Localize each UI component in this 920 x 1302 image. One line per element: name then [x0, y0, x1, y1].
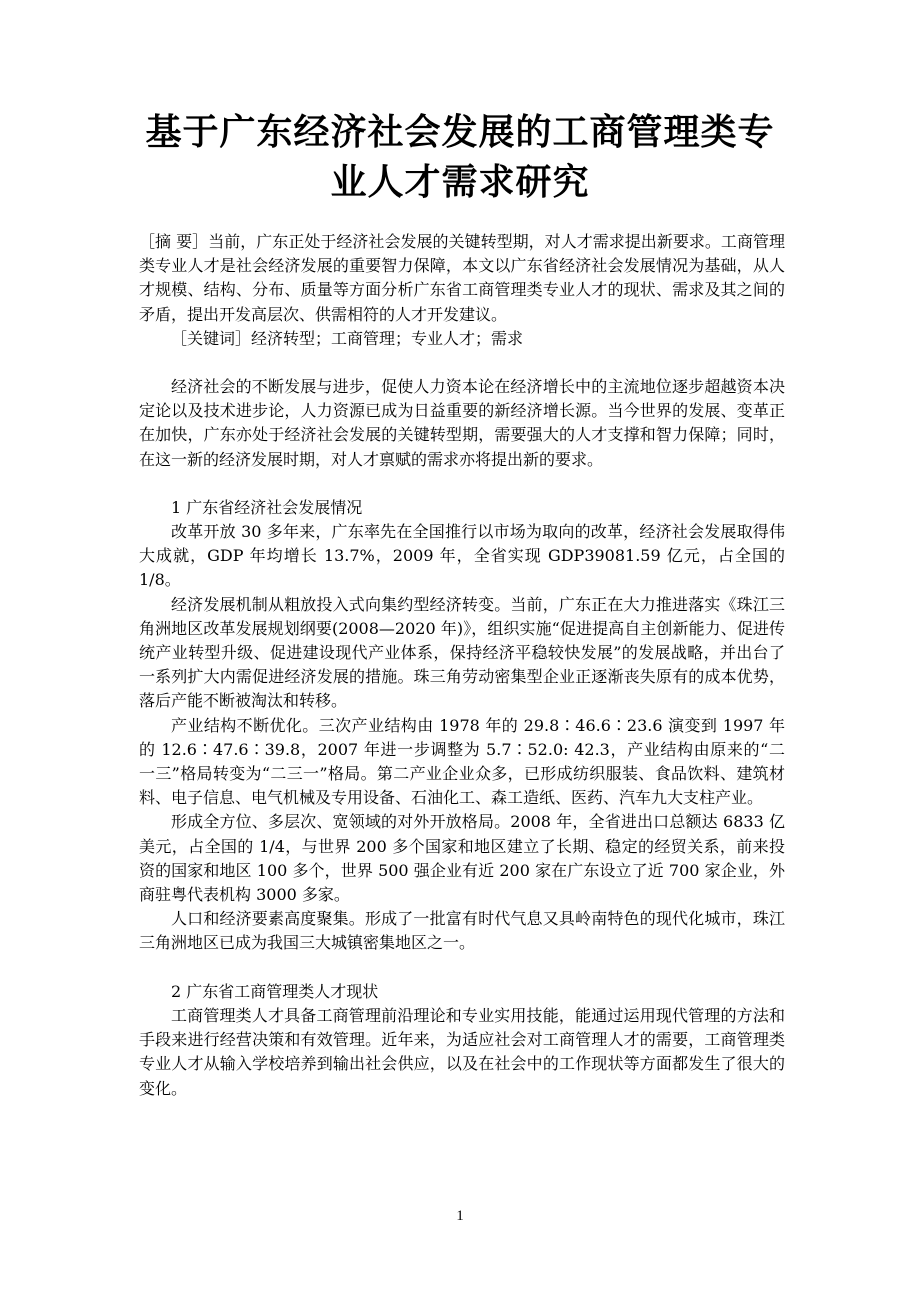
- abstract: [139, 230, 785, 327]
- section-1-paragraph: 经济发展机制从粗放投入式向集约型经济转变。当前，广东正在大力推进落实《珠江三角洲地区改革发展规划纲要(2008—2020 年)》，组织实施“促进提高自主创新能力、促进传统产业转型升级、促进建设现代产业体系，保持经济平稳较快发展”的发展战略，并出台了一系列扩大内需促进经济发展的措施。珠三角劳动密集型企业正逐渐丧失原有的成本优势，落后产能不断被淘汰和转移。: [139, 594, 785, 711]
- section-1-heading: 1 广东省经济社会发展情况: [171, 497, 363, 517]
- page-number: 1: [456, 1208, 464, 1224]
- keywords: [139, 327, 785, 351]
- paper-title-line-1: 基于广东经济社会发展的工商管理类专: [145, 112, 775, 153]
- paper-title-line-2: 业人才需求研究: [330, 162, 590, 203]
- abstract-text: 当前，广东正处于经济社会发展的关键转型期，对人才需求提出新要求。工商管理类专业人才是社会经济发展的重要智力保障，本文以广东省经济社会发展情况为基础，从人才规模、结构、分布、质量等方面分析广东省工商管理类专业人才的现状、需求及其之间的矛盾，提出开发高层次、供需相符的人才开发建议。: [139, 232, 785, 324]
- paper-body: [139, 230, 785, 1101]
- section-1-paragraph: 产业结构不断优化。三次产业结构由 1978 年的 29.8∶46.6∶23.6 演变到 1997 年的 12.6∶47.6∶39.8，2007 年进一步调整为 5.7∶52.0: 42.3，产业结构由原来的“二一三”格局转变为“二三一”格局。第二产业企业众多，已形成纺织服装、食品饮料、建筑材料、电子信息、电气机械及专用设备、石油化工、森工造纸、医药、汽车九大支柱产业。: [139, 715, 785, 808]
- spacer: [139, 956, 785, 980]
- keywords-text: 经济转型；工商管理；专业人才；需求: [251, 328, 524, 348]
- section-2-heading: 2 广东省工商管理类人才现状: [171, 981, 379, 1001]
- intro-paragraph: 经济社会的不断发展与进步，促使人力资本论在经济增长中的主流地位逐步超越资本决定论以及技术进步论，人力资源已成为日益重要的新经济增长源。当今世界的发展、变革正在加快，广东亦处于经济社会发展的关键转型期，需要强大的人才支撑和智力保障；同时，在这一新的经济发展时期，对人才禀赋的需求亦将提出新的要求。: [139, 377, 785, 469]
- section-1-paragraph: 人口和经济要素高度聚集。形成了一批富有时代气息又具岭南特色的现代化城市，珠江三角洲地区已成为我国三大城镇密集地区之一。: [139, 909, 785, 953]
- spacer: [139, 351, 785, 375]
- abstract-label: ［摘 要］: [139, 232, 209, 251]
- section-1-paragraph: 形成全方位、多层次、宽领域的对外开放格局。2008 年，全省进出口总额达 6833 亿美元，占全国的 1/4，与世界 200 多个国家和地区建立了长期、稳定的经贸关系，前来投资的国家和地区 100 多个，世界 500 强企业有近 200 家在广东设立了近 700 家企业，外商驻粤代表机构 3000 多家。: [139, 812, 785, 905]
- section-2-paragraph: 工商管理类人才具备工商管理前沿理论和专业实用技能，能通过运用现代管理的方法和手段来进行经营决策和有效管理。近年来，为适应社会对工商管理人才的需要，工商管理类专业人才从输入学校培养到输出社会供应，以及在社会中的工作现状等方面都发生了很大的变化。: [139, 1005, 785, 1098]
- section-1-paragraph: 改革开放 30 多年来，广东率先在全国推行以市场为取向的改革，经济社会发展取得伟大成就，GDP 年均增长 13.7%，2009 年，全省实现 GDP39081.59 亿元，占全国的 1/8。: [139, 522, 785, 590]
- spacer: [139, 472, 785, 496]
- keywords-label: ［关键词］: [171, 328, 252, 348]
- paper-title: [100, 108, 820, 208]
